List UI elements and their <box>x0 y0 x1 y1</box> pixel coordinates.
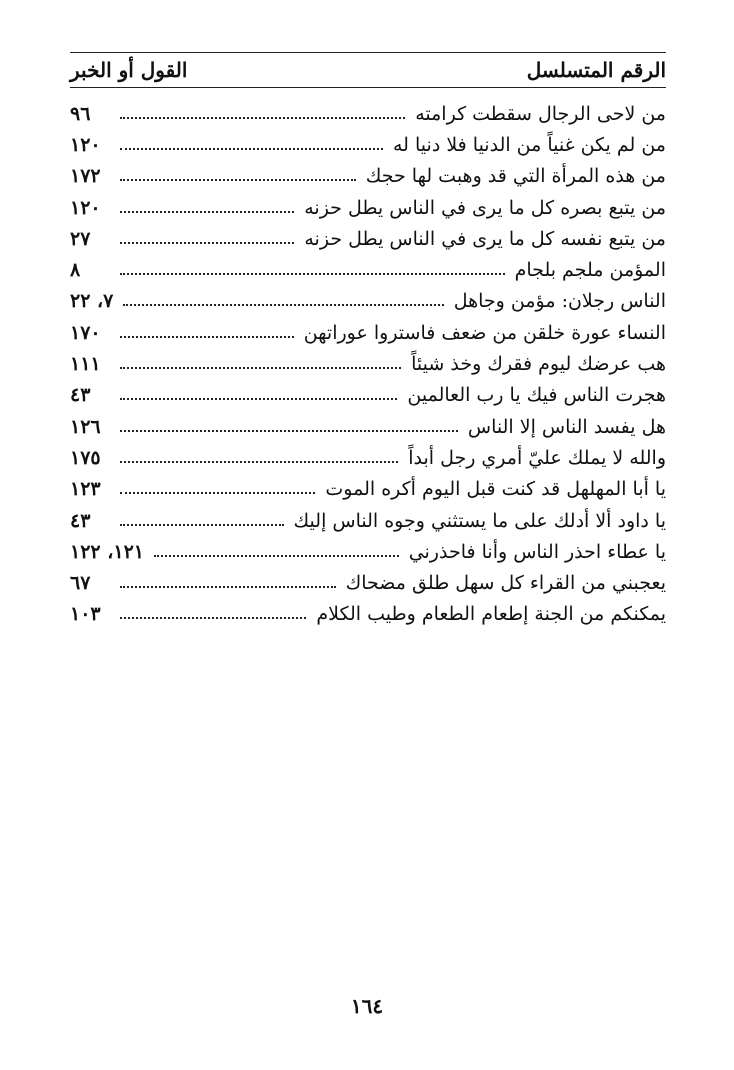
dot-leader <box>120 199 294 213</box>
header-saying-label: القول أو الخبر <box>70 58 188 82</box>
dot-leader <box>120 449 398 463</box>
entry-ref: ١٢٣ <box>70 478 101 501</box>
entry-ref: ١٢٦ <box>70 415 101 438</box>
dot-leader <box>120 355 401 369</box>
entry-text: هل يفسد الناس إلا الناس <box>467 415 666 438</box>
list-item <box>70 223 666 254</box>
list-item <box>70 129 666 160</box>
list-item <box>70 254 666 285</box>
list-item <box>70 599 666 630</box>
entry-text: من لاحى الرجال سقطت كرامته <box>415 102 666 125</box>
entry-ref: ٩٦ <box>70 102 91 125</box>
entry-text: الناس رجلان: مؤمن وجاهل <box>453 290 666 313</box>
entry-ref: ٦٧ <box>70 572 91 595</box>
entry-ref: ٢٧ <box>70 227 91 250</box>
index-list <box>70 98 666 630</box>
dot-leader <box>120 605 306 619</box>
entry-ref: ٤٣ <box>70 509 91 532</box>
entry-ref: ١٧٥ <box>70 446 101 469</box>
dot-leader <box>120 230 294 244</box>
entry-ref: ٤٣ <box>70 384 91 407</box>
entry-text: من يتبع نفسه كل ما يرى في الناس يطل حزنه <box>304 227 666 250</box>
dot-leader <box>120 386 397 400</box>
dot-leader <box>120 136 383 150</box>
entry-ref: ١١١ <box>70 353 101 376</box>
list-item <box>70 567 666 598</box>
list-item <box>70 98 666 129</box>
dot-leader <box>120 261 505 275</box>
entry-text: النساء عورة خلقن من ضعف فاستروا عوراتهن <box>303 321 666 344</box>
list-item <box>70 286 666 317</box>
list-item <box>70 161 666 192</box>
list-item <box>70 505 666 536</box>
entry-text: يمكنكم من الجنة إطعام الطعام وطيب الكلام <box>316 603 666 626</box>
dot-leader <box>123 292 443 306</box>
entry-text: يا عطاء احذر الناس وأنا فاحذرني <box>408 540 666 563</box>
entry-ref: ١٢٠ <box>70 196 101 219</box>
dot-leader <box>120 324 294 338</box>
entry-text: يا داود ألا أدلك على ما يستثني وجوه الناس إليك <box>293 509 666 532</box>
dot-leader <box>120 574 336 588</box>
entry-text: المؤمن ملجم بلجام <box>514 259 666 282</box>
entry-ref: ٧، ٢٢ <box>70 290 114 313</box>
list-item <box>70 442 666 473</box>
list-item <box>70 536 666 567</box>
entry-text: هجرت الناس فيك يا رب العالمين <box>407 384 666 407</box>
entry-ref: ١٧٠ <box>70 321 101 344</box>
list-item <box>70 348 666 379</box>
header-serial-label: الرقم المتسلسل <box>526 58 666 82</box>
list-item <box>70 411 666 442</box>
dot-leader <box>154 543 399 557</box>
entry-ref: ١٢١، ١٢٢ <box>70 540 144 563</box>
list-item <box>70 192 666 223</box>
entry-text: من يتبع بصره كل ما يرى في الناس يطل حزنه <box>304 196 666 219</box>
entry-text: يا أبا المهلهل قد كنت قبل اليوم أكره الموت <box>325 478 666 501</box>
list-item <box>70 380 666 411</box>
entry-text: من لم يكن غنياً من الدنيا فلا دنيا له <box>393 133 666 156</box>
dot-leader <box>120 167 356 181</box>
entry-text: هب عرضك ليوم فقرك وخذ شيئاً <box>411 353 666 376</box>
dot-leader <box>120 105 405 119</box>
entry-text: والله لا يملك عليّ أمري رجل أبداً <box>408 446 666 469</box>
list-item <box>70 474 666 505</box>
entry-text: يعجبني من القراء كل سهل طلق مضحاك <box>345 572 666 595</box>
dot-leader <box>120 512 284 526</box>
table-header <box>70 52 666 88</box>
dot-leader <box>120 480 315 494</box>
entry-ref: ١٧٢ <box>70 165 101 188</box>
page-number: ١٦٤ <box>350 994 384 1018</box>
entry-text: من هذه المرأة التي قد وهبت لها حجك <box>365 165 666 188</box>
list-item <box>70 317 666 348</box>
entry-ref: ١٠٣ <box>70 603 101 626</box>
entry-ref: ١٢٠ <box>70 133 101 156</box>
entry-ref: ٨ <box>70 259 81 282</box>
dot-leader <box>120 418 458 432</box>
